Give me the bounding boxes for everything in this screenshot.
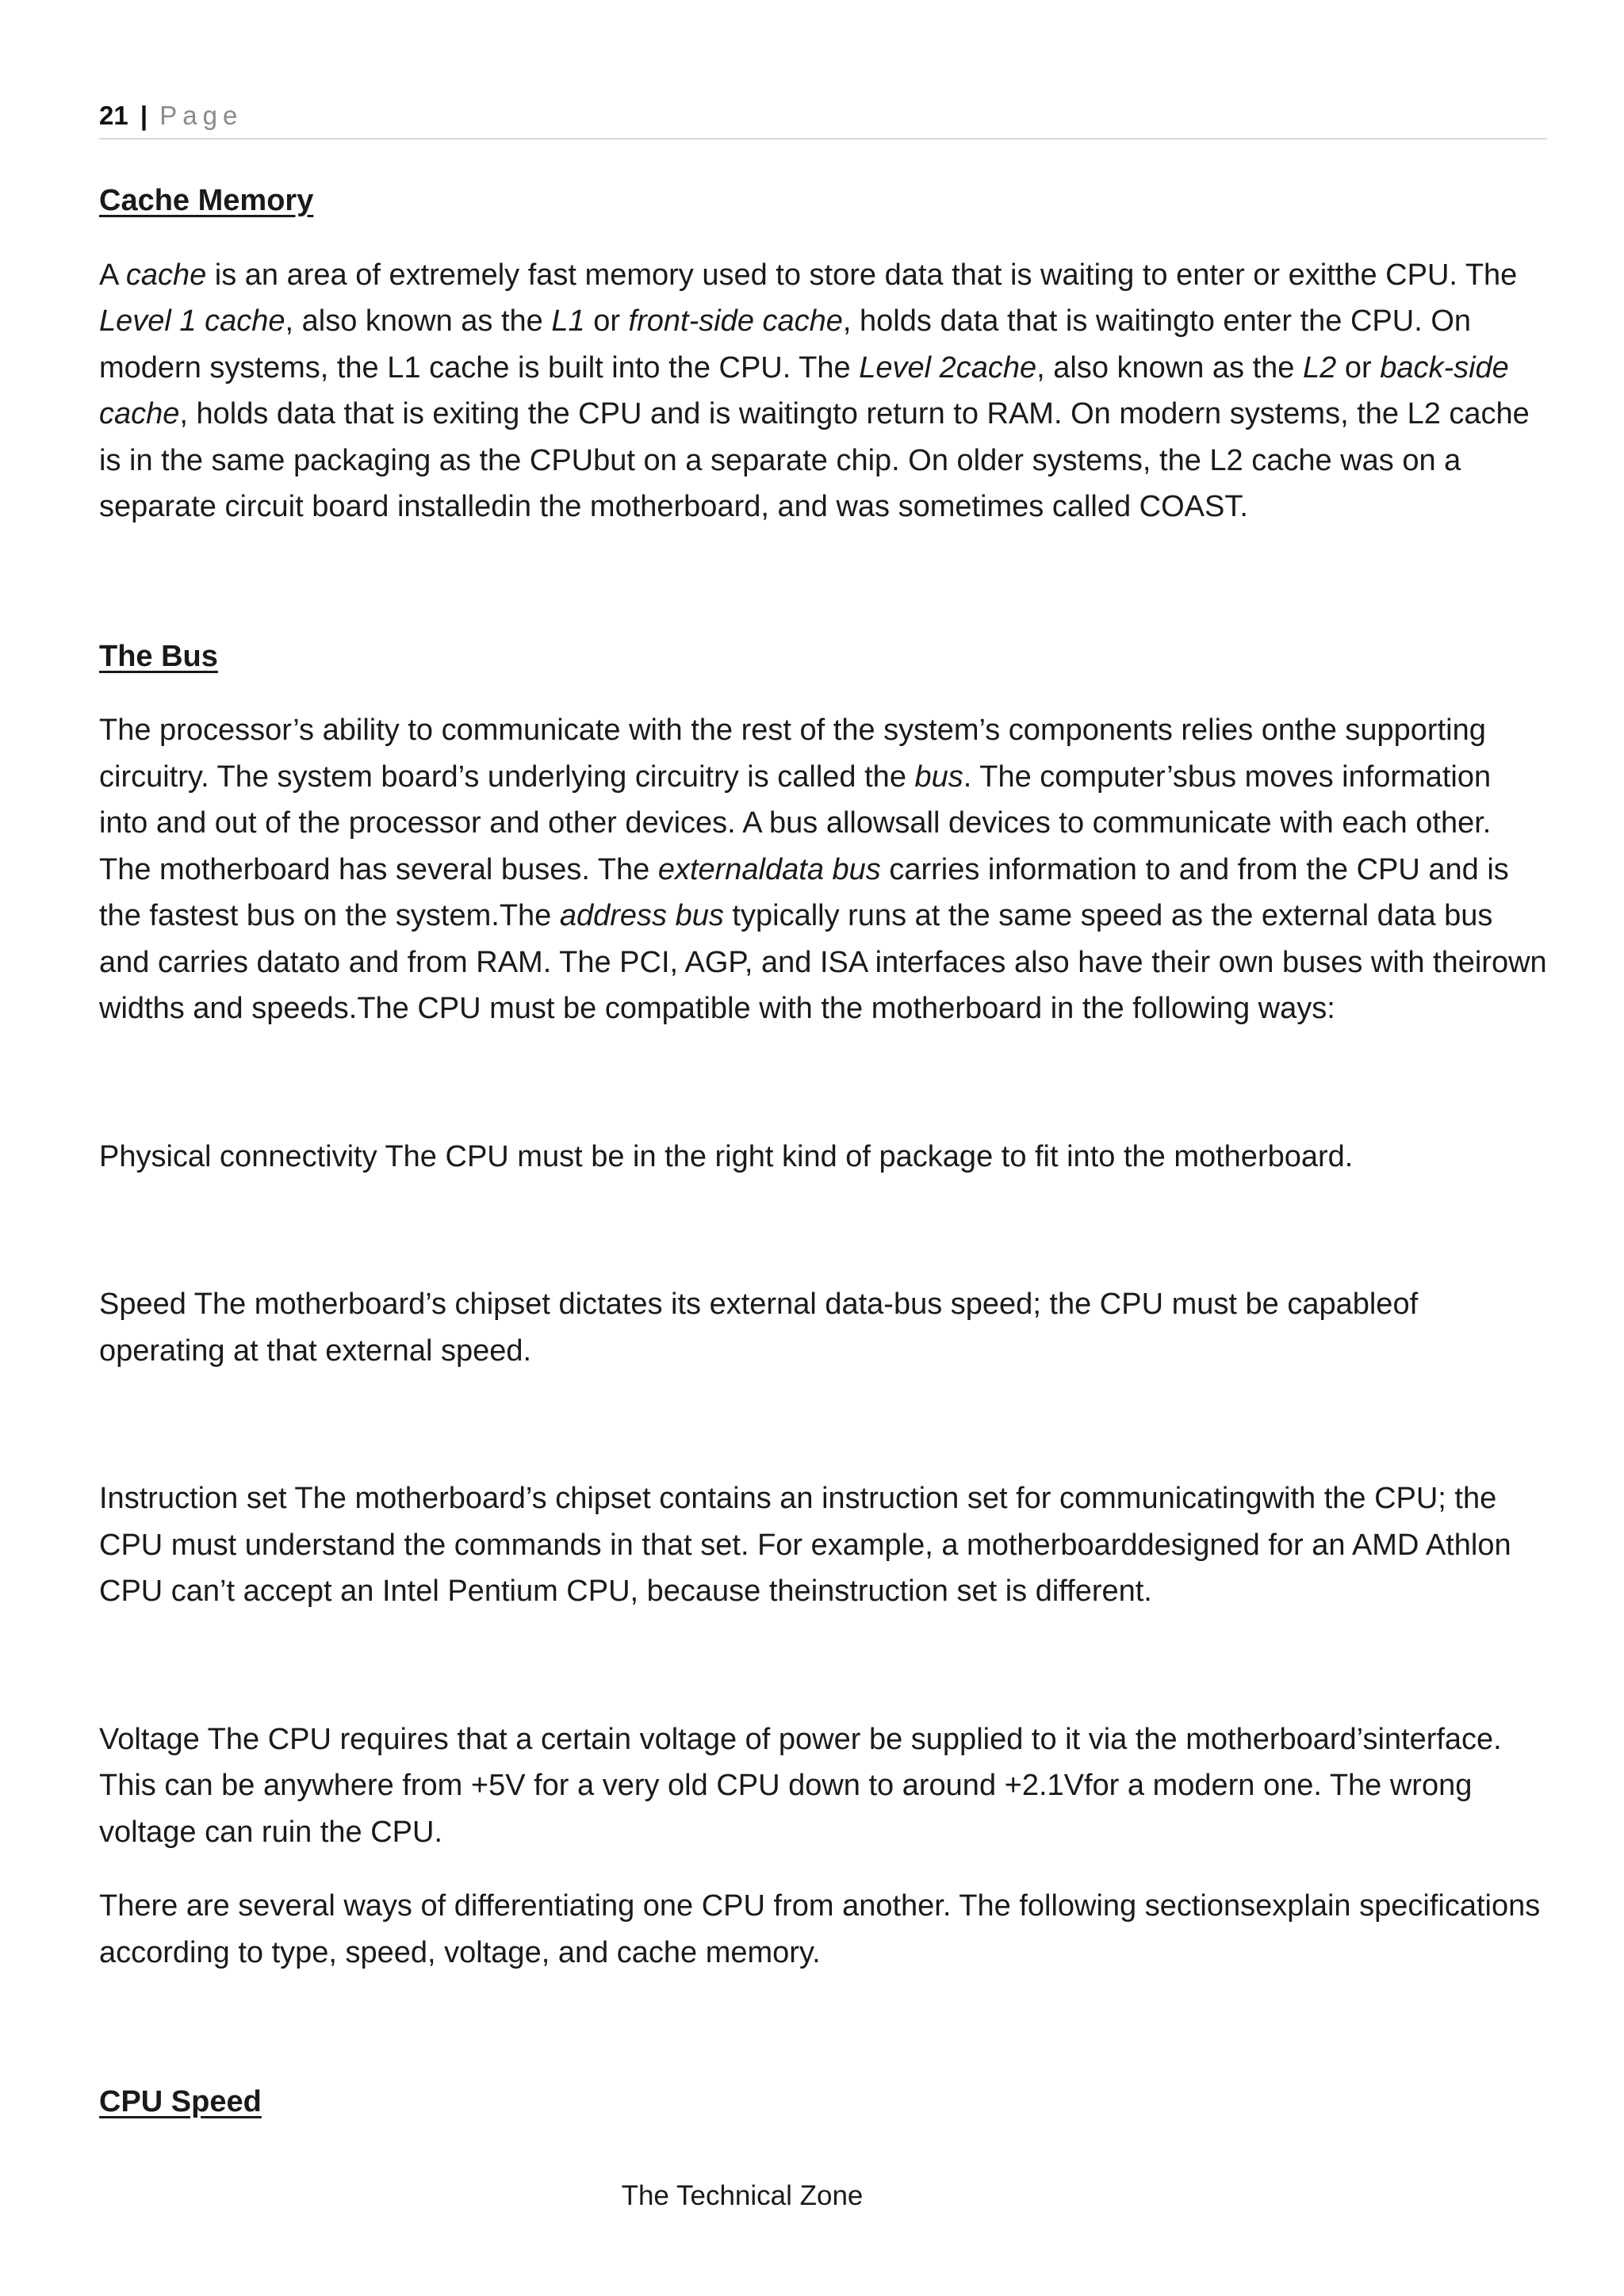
differentiating-paragraph: There are several ways of differentiating one CPU from another. The following sectionsexplain specifications according to type, speed, voltage, and cache memory. xyxy=(99,1889,1541,1969)
voltage-paragraph: Voltage The CPU requires that a certain voltage of power be supplied to it via the motherboard’sinterface. This can be anywhere from +5V for a very old CPU down to around +2.1Vfor a modern one. The wrong voltage can ruin the CPU. xyxy=(99,1722,1502,1849)
the-bus-heading: The Bus xyxy=(99,639,218,673)
page-footer: The Technical Zone xyxy=(621,2180,864,2211)
speed-paragraph: Speed The motherboard’s chipset dictates its external data-bus speed; the CPU must be capableof operating at that external speed. xyxy=(99,1288,1419,1368)
cache-memory-heading: Cache Memory xyxy=(99,184,314,217)
cache-memory-paragraph: A cache is an area of extremely fast memory used to store data that is waiting to enter or exitthe CPU. The Level 1 cache, also known as the L1 or front-side cache, holds data that is waitingto enter the CPU. On modern systems, the L1 cache is built into the CPU. The Level 2cache, also known as the L2 or back-side cache, holds data that is exiting the CPU and is waitingto return to RAM. On modern systems, the L2 cache is in the same packaging as the CPUbut on a separate chip. On older systems, the L2 cache was on a separate circuit board installedin the motherboard, and was sometimes called COAST. xyxy=(99,258,1530,523)
page-content xyxy=(99,178,1547,2126)
instruction-set-paragraph: Instruction set The motherboard’s chipset contains an instruction set for communicatingwith the CPU; the CPU must understand the commands in that set. For example, a motherboarddesigned for an AMD Athlon CPU can’t accept an Intel Pentium CPU, because theinstruction set is different. xyxy=(99,1482,1511,1608)
page-header xyxy=(99,100,1547,140)
page-number: 21 xyxy=(99,101,128,130)
physical-connectivity-paragraph: Physical connectivity The CPU must be in the right kind of package to fit into the motherboard. xyxy=(99,1139,1354,1173)
cpu-speed-heading: CPU Speed xyxy=(99,2085,262,2118)
the-bus-paragraph: The processor’s ability to communicate with the rest of the system’s components relies onthe supporting circuitry. The system board’s underlying circuitry is called the bus. The computer’sbus moves information into and out of the processor and other devices. A bus allowsall devices to communicate with each other. The motherboard has several buses. The externaldata bus carries information to and from the CPU and is the fastest bus on the system.The address bus typically runs at the same speed as the external data bus and carries datato and from RAM. The PCI, AGP, and ISA interfaces also have their own buses with theirown widths and speeds.The CPU must be compatible with the motherboard in the following ways: xyxy=(99,714,1547,1025)
page-label: Page xyxy=(159,101,243,130)
header-separator: | xyxy=(140,101,148,130)
